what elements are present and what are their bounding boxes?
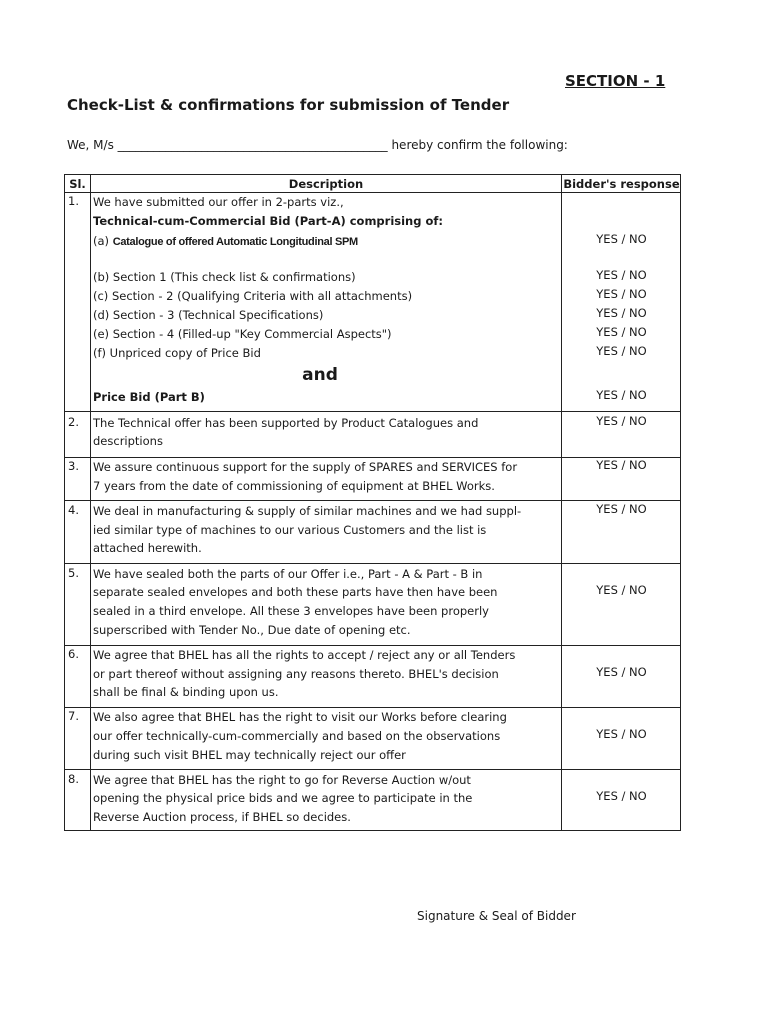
row-description: our offer technically-cum-commercially and based on the observations (93, 729, 501, 743)
technical-bid-heading: Technical-cum-Commercial Bid (Part-A) comprising of: (93, 214, 443, 228)
response-yes-no[interactable]: YES / NO (596, 414, 647, 428)
row-description: separate sealed envelopes and both these parts have then have been (93, 585, 498, 599)
row-description: shall be final & binding upon us. (93, 685, 279, 699)
row-description: descriptions (93, 434, 163, 448)
row-description: superscribed with Tender No., Due date of opening etc. (93, 623, 411, 637)
item-marker: (a) (93, 234, 110, 248)
response-yes-no[interactable]: YES / NO (596, 583, 647, 597)
row-divider (65, 411, 680, 412)
list-item: (b) Section 1 (This check list & confirmations) (93, 270, 356, 284)
column-divider-sl (90, 175, 91, 830)
row-number: 1. (68, 194, 79, 208)
response-yes-no[interactable]: YES / NO (596, 502, 647, 516)
row-description: We agree that BHEL has the right to go for Reverse Auction w/out (93, 773, 471, 787)
signature-label: Signature & Seal of Bidder (417, 909, 576, 923)
row-description: 7 years from the date of commissioning of equipment at BHEL Works. (93, 479, 495, 493)
response-yes-no[interactable]: YES / NO (596, 344, 647, 358)
list-item: (e) Section - 4 (Filled-up "Key Commercial Aspects") (93, 327, 392, 341)
response-yes-no[interactable]: YES / NO (596, 232, 647, 246)
row-description: attached herewith. (93, 541, 202, 555)
row-description: We have sealed both the parts of our Offer i.e., Part - A & Part - B in (93, 567, 483, 581)
row-description: We agree that BHEL has all the rights to accept / reject any or all Tenders (93, 648, 516, 662)
row-description: Reverse Auction process, if BHEL so decides. (93, 810, 351, 824)
row-description: opening the physical price bids and we agree to participate in the (93, 791, 473, 805)
response-yes-no[interactable]: YES / NO (596, 458, 647, 472)
column-header-sl: Sl. (69, 177, 86, 191)
row-description: The Technical offer has been supported by Product Catalogues and (93, 416, 479, 430)
row-description: We assure continuous support for the supply of SPARES and SERVICES for (93, 460, 518, 474)
response-yes-no[interactable]: YES / NO (596, 665, 647, 679)
row-number: 3. (68, 459, 79, 473)
row-number: 4. (68, 503, 79, 517)
list-item: (d) Section - 3 (Technical Specifications) (93, 308, 324, 322)
price-bid-heading: Price Bid (Part B) (93, 390, 205, 404)
row-number: 5. (68, 566, 79, 580)
row-description: We deal in manufacturing & supply of similar machines and we had suppl- (93, 504, 522, 518)
row-number: 2. (68, 415, 79, 429)
section-label: SECTION - 1 (565, 72, 666, 90)
checklist-table (64, 174, 681, 831)
row-divider (65, 563, 680, 564)
column-header-response: Bidder's response (563, 177, 680, 191)
row-description: sealed in a third envelope. All these 3 envelopes have been properly (93, 604, 489, 618)
response-yes-no[interactable]: YES / NO (596, 388, 647, 402)
list-item: (f) Unpriced copy of Price Bid (93, 346, 261, 360)
row-divider (65, 769, 680, 770)
row-number: 8. (68, 772, 79, 786)
row-description: or part thereof without assigning any reasons thereto. BHEL's decision (93, 667, 499, 681)
row-description: during such visit BHEL may technically reject our offer (93, 748, 406, 762)
response-yes-no[interactable]: YES / NO (596, 325, 647, 339)
row-description: We have submitted our offer in 2-parts viz., (93, 195, 344, 209)
confirmation-line: We, M/s _____________________________________________ hereby confirm the following: (67, 138, 568, 152)
list-item (93, 232, 358, 252)
row-number: 6. (68, 647, 79, 661)
and-connector: and (302, 365, 338, 385)
page-title: Check-List & confirmations for submission of Tender (67, 96, 510, 114)
row-divider (65, 500, 680, 501)
column-header-description: Description (288, 177, 364, 191)
catalogue-item: Catalogue of offered Automatic Longitudinal SPM (112, 236, 358, 248)
list-item: (c) Section - 2 (Qualifying Criteria with all attachments) (93, 289, 413, 303)
response-yes-no[interactable]: YES / NO (596, 789, 647, 803)
response-yes-no[interactable]: YES / NO (596, 287, 647, 301)
row-number: 7. (68, 709, 79, 723)
response-yes-no[interactable]: YES / NO (596, 727, 647, 741)
response-yes-no[interactable]: YES / NO (596, 306, 647, 320)
response-yes-no[interactable]: YES / NO (596, 268, 647, 282)
row-description: ied similar type of machines to our various Customers and the list is (93, 523, 487, 537)
row-description: We also agree that BHEL has the right to visit our Works before clearing (93, 710, 507, 724)
